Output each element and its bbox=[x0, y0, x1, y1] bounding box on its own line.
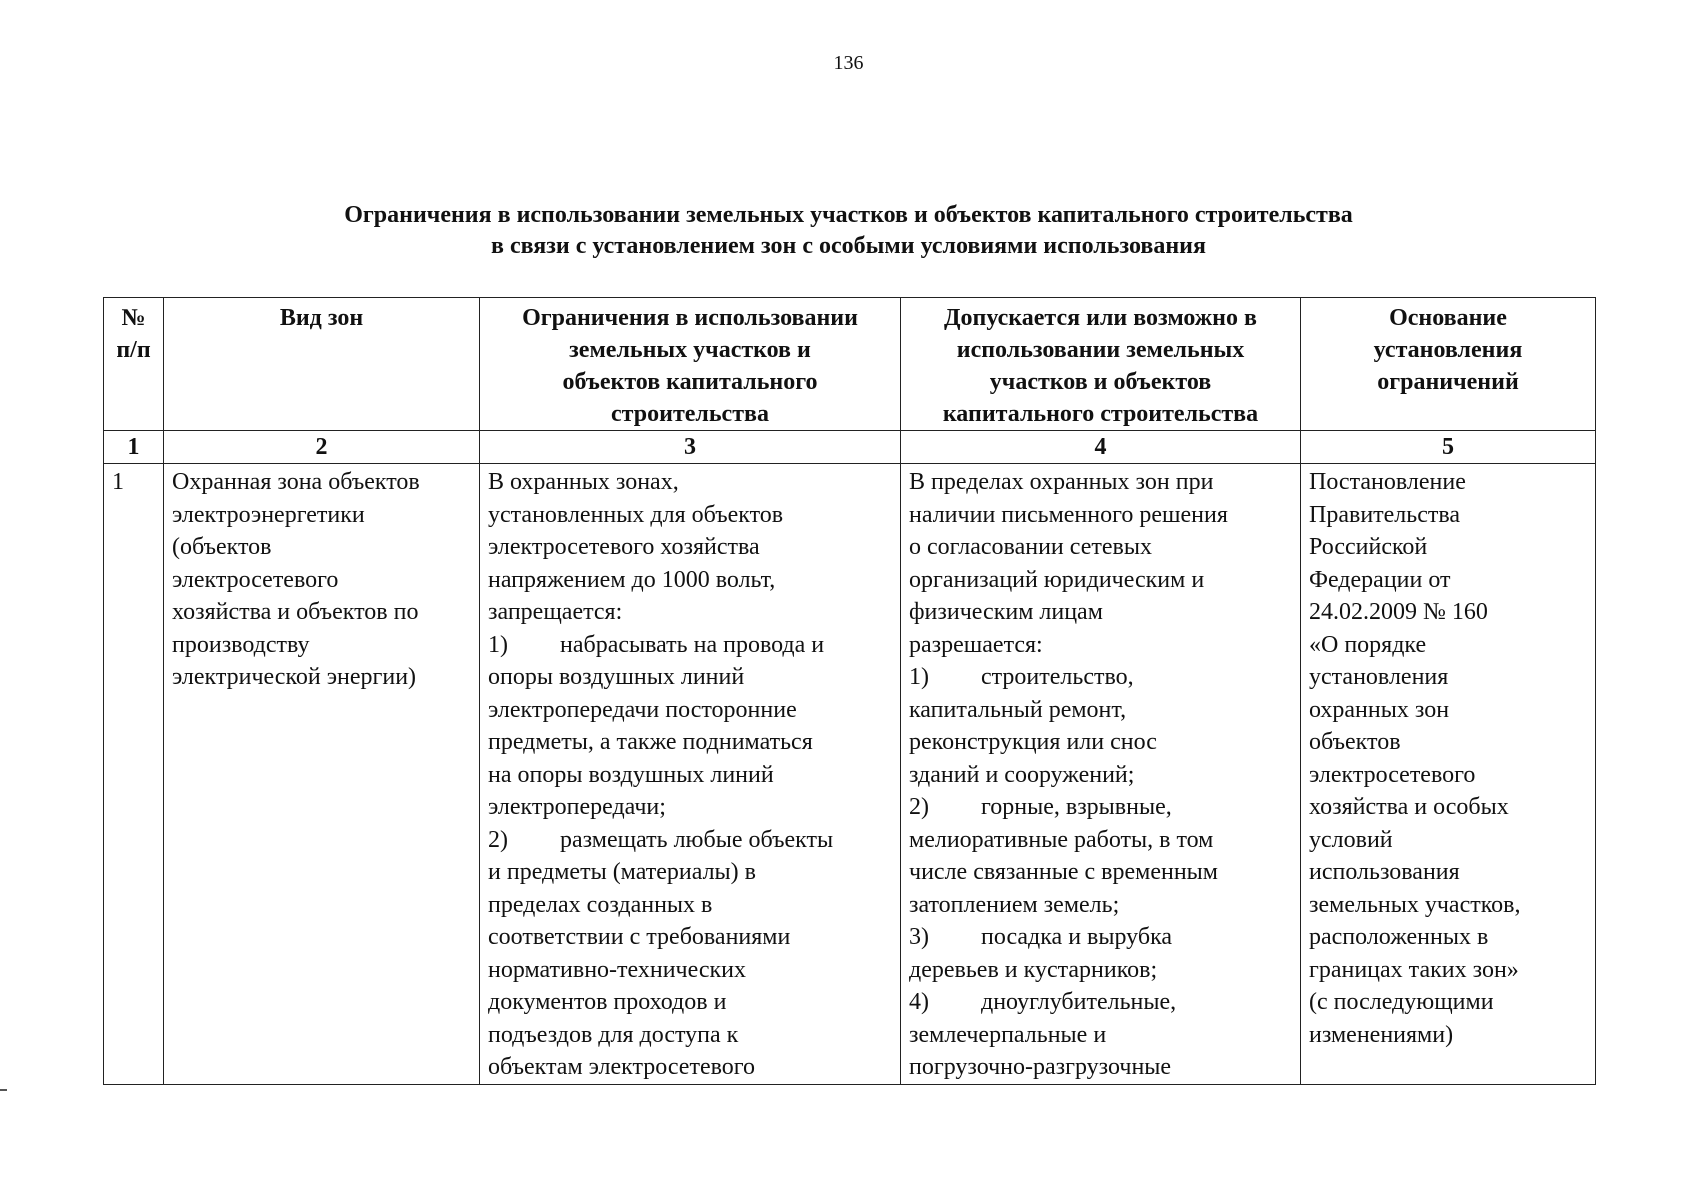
restrictions-list-item bbox=[488, 629, 892, 662]
allowed-item-continuation: реконструкция или снос bbox=[909, 729, 1157, 755]
basis-line: «О порядке bbox=[1309, 631, 1427, 658]
zone-type-cell bbox=[164, 464, 480, 1085]
title-line-2: в связи с установлением зон с особыми условиями использования bbox=[491, 233, 1206, 259]
restrictions-item-continuation: электропередачи; bbox=[488, 794, 666, 820]
allowed-item-continuation: капитальный ремонт, bbox=[909, 696, 1127, 723]
restrictions-item-text: набрасывать на провода и bbox=[560, 631, 825, 658]
row-number-text: 1 bbox=[112, 469, 124, 495]
restrictions-item-continuation: электропередачи посторонние bbox=[488, 696, 797, 723]
restrictions-item-continuation: и предметы (материалы) в bbox=[488, 859, 757, 885]
basis-line: границах таких зон» bbox=[1309, 956, 1519, 983]
header-line: установления bbox=[1373, 337, 1523, 363]
allowed-item-number: 3) bbox=[909, 924, 929, 950]
restrictions-intro-line: установленных для объектов bbox=[488, 501, 784, 528]
basis-line: Российской bbox=[1309, 534, 1428, 560]
restrictions-item-text: размещать любые объекты bbox=[560, 826, 834, 853]
allowed-intro-line: В пределах охранных зон при bbox=[909, 469, 1214, 495]
restrictions-item-continuation: на опоры воздушных линий bbox=[488, 761, 774, 788]
allowed-intro-line: физическим лицам bbox=[909, 599, 1103, 625]
restrictions-text bbox=[488, 466, 892, 1082]
zone-type-line: производству bbox=[172, 631, 310, 658]
restrictions-table bbox=[103, 297, 1596, 1085]
basis-line: условий bbox=[1309, 826, 1393, 853]
allowed-text bbox=[909, 466, 1292, 1082]
header-line: ограничений bbox=[1377, 369, 1519, 395]
title-line-1: Ограничения в использовании земельных участков и объектов капитального строительства bbox=[344, 202, 1353, 228]
restrictions-intro-line: В охранных зонах, bbox=[488, 469, 679, 495]
allowed-item-continuation: числе связанные с временным bbox=[909, 859, 1218, 885]
header-line: п/п bbox=[116, 337, 151, 363]
basis-line: Федерации от bbox=[1309, 566, 1451, 593]
restrictions-item-continuation: подъездов для доступа к bbox=[488, 1021, 739, 1048]
basis-cell bbox=[1301, 464, 1596, 1085]
column-number: 5 bbox=[1301, 431, 1596, 464]
restrictions-item-continuation: пределах созданных в bbox=[488, 891, 713, 918]
allowed-item-continuation: затоплением земель; bbox=[909, 891, 1120, 918]
header-restrictions bbox=[480, 298, 901, 431]
allowed-item-continuation: деревьев и кустарников; bbox=[909, 956, 1158, 983]
restrictions-item-number: 2) bbox=[488, 826, 508, 853]
restrictions-item-number: 1) bbox=[488, 631, 508, 658]
allowed-list-item bbox=[909, 986, 1292, 1019]
page-number: 136 bbox=[833, 52, 864, 74]
basis-line: расположенных в bbox=[1309, 924, 1489, 950]
basis-line: использования bbox=[1309, 859, 1460, 885]
basis-line: (с последующими bbox=[1309, 989, 1494, 1015]
header-basis bbox=[1301, 298, 1596, 431]
zone-type-line: электрической энергии) bbox=[172, 664, 417, 690]
column-number: 3 bbox=[480, 431, 901, 464]
allowed-item-continuation: мелиоративные работы, в том bbox=[909, 826, 1214, 853]
header-line: Вид зон bbox=[279, 305, 364, 331]
allowed-intro-line: разрешается: bbox=[909, 631, 1043, 658]
restrictions-intro-line: напряжением до 1000 вольт, bbox=[488, 566, 776, 593]
header-line: Допускается или возможно в bbox=[944, 305, 1257, 331]
header-zone-type bbox=[164, 298, 480, 431]
restrictions-item-continuation: опоры воздушных линий bbox=[488, 664, 745, 690]
basis-line: земельных участков, bbox=[1309, 891, 1521, 918]
zone-type-line: хозяйства и объектов по bbox=[172, 599, 419, 625]
header-line: Ограничения в использовании bbox=[522, 305, 858, 331]
allowed-item-continuation: погрузочно-разгрузочные bbox=[909, 1054, 1172, 1080]
zone-type-line: (объектов bbox=[172, 534, 272, 560]
column-number: 4 bbox=[901, 431, 1301, 464]
column-number: 2 bbox=[164, 431, 480, 464]
header-line: участков и объектов bbox=[989, 369, 1212, 395]
basis-text bbox=[1309, 466, 1587, 1082]
row-number bbox=[104, 464, 164, 1085]
table-row bbox=[104, 464, 1596, 1085]
column-number: 1 bbox=[104, 431, 164, 464]
basis-line: Правительства bbox=[1309, 501, 1461, 528]
allowed-item-continuation: землечерпальные и bbox=[909, 1021, 1107, 1048]
restrictions-list-item bbox=[488, 824, 892, 857]
allowed-intro-line: организаций юридическим и bbox=[909, 566, 1205, 593]
zone-type-text bbox=[172, 466, 471, 1082]
document-title bbox=[0, 200, 1697, 262]
scan-artifact bbox=[0, 1089, 7, 1091]
allowed-item-text: горные, взрывные, bbox=[981, 794, 1172, 820]
header-line: Основание bbox=[1389, 305, 1507, 331]
basis-line: охранных зон bbox=[1309, 696, 1450, 723]
restrictions-intro-line: электросетевого хозяйства bbox=[488, 534, 760, 560]
header-number bbox=[104, 298, 164, 431]
header-line: строительства bbox=[611, 401, 769, 427]
header-line: земельных участков и bbox=[569, 337, 811, 363]
zone-type-line: Охранная зона объектов bbox=[172, 469, 420, 495]
column-number-row bbox=[104, 431, 1596, 464]
zone-type-line: электросетевого bbox=[172, 566, 339, 593]
table-header-row bbox=[104, 298, 1596, 431]
restrictions-item-continuation: соответствии с требованиями bbox=[488, 924, 791, 950]
basis-line: установления bbox=[1309, 664, 1449, 690]
restrictions-item-continuation: нормативно-технических bbox=[488, 956, 747, 983]
basis-line: изменениями) bbox=[1309, 1021, 1454, 1048]
allowed-item-text: посадка и вырубка bbox=[981, 924, 1173, 950]
allowed-list-item bbox=[909, 791, 1292, 824]
allowed-list-item bbox=[909, 921, 1292, 954]
allowed-list-item bbox=[909, 661, 1292, 694]
basis-line: электросетевого bbox=[1309, 761, 1476, 788]
allowed-item-continuation: зданий и сооружений; bbox=[909, 761, 1135, 788]
header-line: объектов капитального bbox=[562, 369, 818, 395]
header-allowed bbox=[901, 298, 1301, 431]
basis-line: 24.02.2009 № 160 bbox=[1309, 599, 1488, 625]
allowed-item-number: 2) bbox=[909, 794, 929, 820]
restrictions-intro-line: запрещается: bbox=[488, 599, 623, 625]
restrictions-item-continuation: документов проходов и bbox=[488, 989, 727, 1015]
basis-line: Постановление bbox=[1309, 469, 1466, 495]
basis-line: хозяйства и особых bbox=[1309, 794, 1509, 820]
header-line: использовании земельных bbox=[956, 337, 1245, 363]
header-line: капитального строительства bbox=[942, 401, 1259, 427]
basis-line: объектов bbox=[1309, 729, 1401, 755]
restrictions-cell bbox=[480, 464, 901, 1085]
allowed-intro-line: наличии письменного решения bbox=[909, 501, 1228, 528]
zone-type-line: электроэнергетики bbox=[172, 501, 365, 528]
allowed-item-number: 1) bbox=[909, 664, 929, 690]
allowed-intro-line: о согласовании сетевых bbox=[909, 534, 1152, 560]
allowed-item-text: строительство, bbox=[981, 664, 1134, 690]
allowed-cell bbox=[901, 464, 1301, 1085]
restrictions-item-continuation: объектам электросетевого bbox=[488, 1054, 756, 1080]
header-line: № bbox=[121, 305, 146, 331]
allowed-item-number: 4) bbox=[909, 989, 929, 1015]
restrictions-item-continuation: предметы, а также подниматься bbox=[488, 729, 813, 755]
allowed-item-text: дноуглубительные, bbox=[981, 989, 1177, 1015]
